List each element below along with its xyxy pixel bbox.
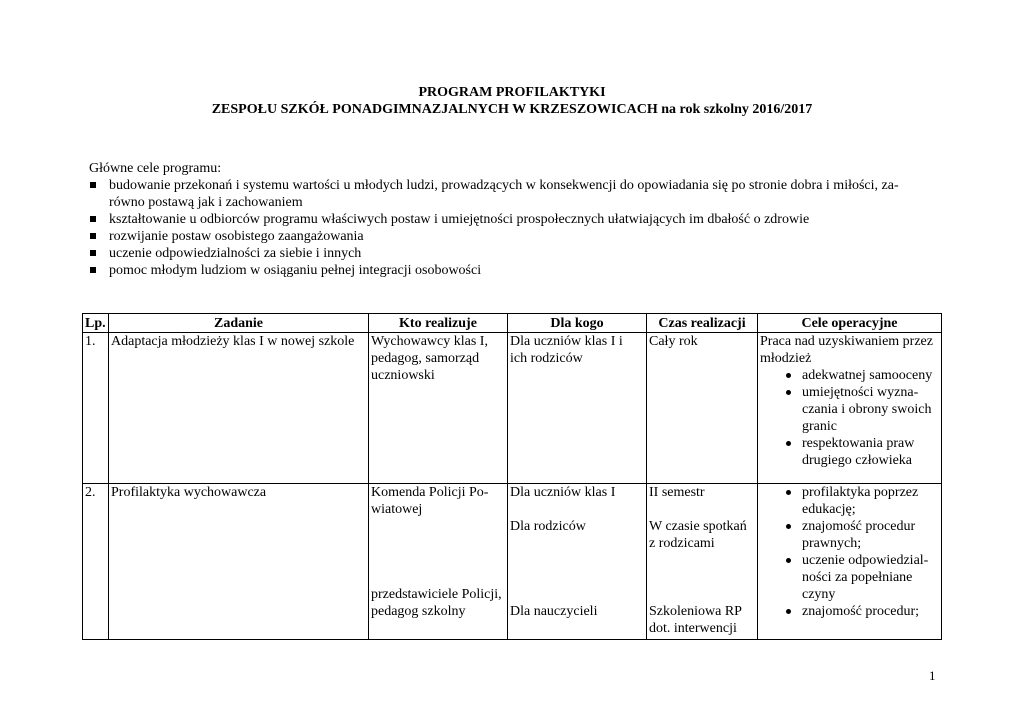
col-header-who: Kto realizuje [369, 314, 508, 333]
goals-cell [758, 484, 942, 640]
bullet-dot-icon [786, 524, 791, 529]
square-bullet-icon [90, 233, 96, 239]
col-header-for-whom: Dla kogo [508, 314, 647, 333]
goal-item: rozwijanie postaw osobistego zaangażowania [89, 228, 949, 245]
table-header-row [83, 314, 942, 333]
page-title-line-2: ZESPOŁU SZKÓŁ PONADGIMNAZJALNYCH W KRZESZOWICACH na rok szkolny 2016/2017 [211, 102, 813, 117]
goal-item: kształtowanie u odbiorców programu właściwych postaw i umiejętności prospołecznych ułatwiających im dbałość o zdrowie [89, 211, 949, 228]
bullet-dot-icon [786, 441, 791, 446]
goals-list [89, 177, 949, 279]
list-item: adekwatnej samooceny [760, 367, 939, 384]
time-cell: II semestr W czasie spotkań z rodzicami Szkoleniowa RP dot. interwencji [647, 484, 758, 640]
square-bullet-icon [90, 182, 96, 188]
list-item: profilaktyka poprzez edukację; [760, 484, 939, 518]
bullet-dot-icon [786, 558, 791, 563]
square-bullet-icon [90, 250, 96, 256]
program-table [82, 313, 942, 640]
goals-cell: Praca nad uzyskiwaniem przez młodzież adekwatnej samooceny umiejętności wyzna- czania i obrony swoich granic respektowania praw drugiego człowieka [758, 333, 942, 484]
who-cell: Wychowawcy klas I, pedagog, samorząd uczniowski [369, 333, 508, 484]
page-title-line-1: PROGRAM PROFILAKTYKI [418, 85, 606, 100]
operational-goals-list [760, 484, 939, 620]
goal-item: budowanie przekonań i systemu wartości u młodych ludzi, prowadzących w konsekwencji do opowiadania się po stronie dobra i miłości, za- równo postawą jak i zachowaniem [89, 177, 949, 211]
col-header-time: Czas realizacji [647, 314, 758, 333]
list-item: uczenie odpowiedzial- ności za popełniane czyny [760, 552, 939, 603]
square-bullet-icon [90, 216, 96, 222]
col-header-task: Zadanie [109, 314, 369, 333]
list-item: umiejętności wyzna- czania i obrony swoich granic [760, 384, 939, 435]
list-item: znajomość procedur; [760, 603, 939, 620]
operational-goals-list [760, 367, 939, 469]
goals-heading: Główne cele programu: [89, 161, 222, 176]
goal-item: uczenie odpowiedzialności za siebie i innych [89, 245, 949, 262]
col-header-lp: Lp. [83, 314, 109, 333]
bullet-dot-icon [786, 609, 791, 614]
task-cell: Adaptacja młodzieży klas I w nowej szkole [109, 333, 369, 484]
bullet-dot-icon [786, 390, 791, 395]
list-item: respektowania praw drugiego człowieka [760, 435, 939, 469]
time-cell: Cały rok [647, 333, 758, 484]
table-row [83, 484, 942, 640]
table-row [83, 333, 942, 484]
bullet-dot-icon [786, 373, 791, 378]
row-number: 2. [83, 484, 109, 640]
who-cell: Komenda Policji Po- wiatowej przedstawiciele Policji, pedagog szkolny [369, 484, 508, 640]
list-item: znajomość procedur prawnych; [760, 518, 939, 552]
goal-item: pomoc młodym ludziom w osiąganiu pełnej integracji osobowości [89, 262, 949, 279]
row-number: 1. [83, 333, 109, 484]
page-number: 1 [929, 668, 936, 683]
for-whom-cell: Dla uczniów klas I Dla rodziców Dla nauczycieli [508, 484, 647, 640]
bullet-dot-icon [786, 490, 791, 495]
for-whom-cell: Dla uczniów klas I i ich rodziców [508, 333, 647, 484]
task-cell: Profilaktyka wychowawcza [109, 484, 369, 640]
square-bullet-icon [90, 267, 96, 273]
col-header-goals: Cele operacyjne [758, 314, 942, 333]
